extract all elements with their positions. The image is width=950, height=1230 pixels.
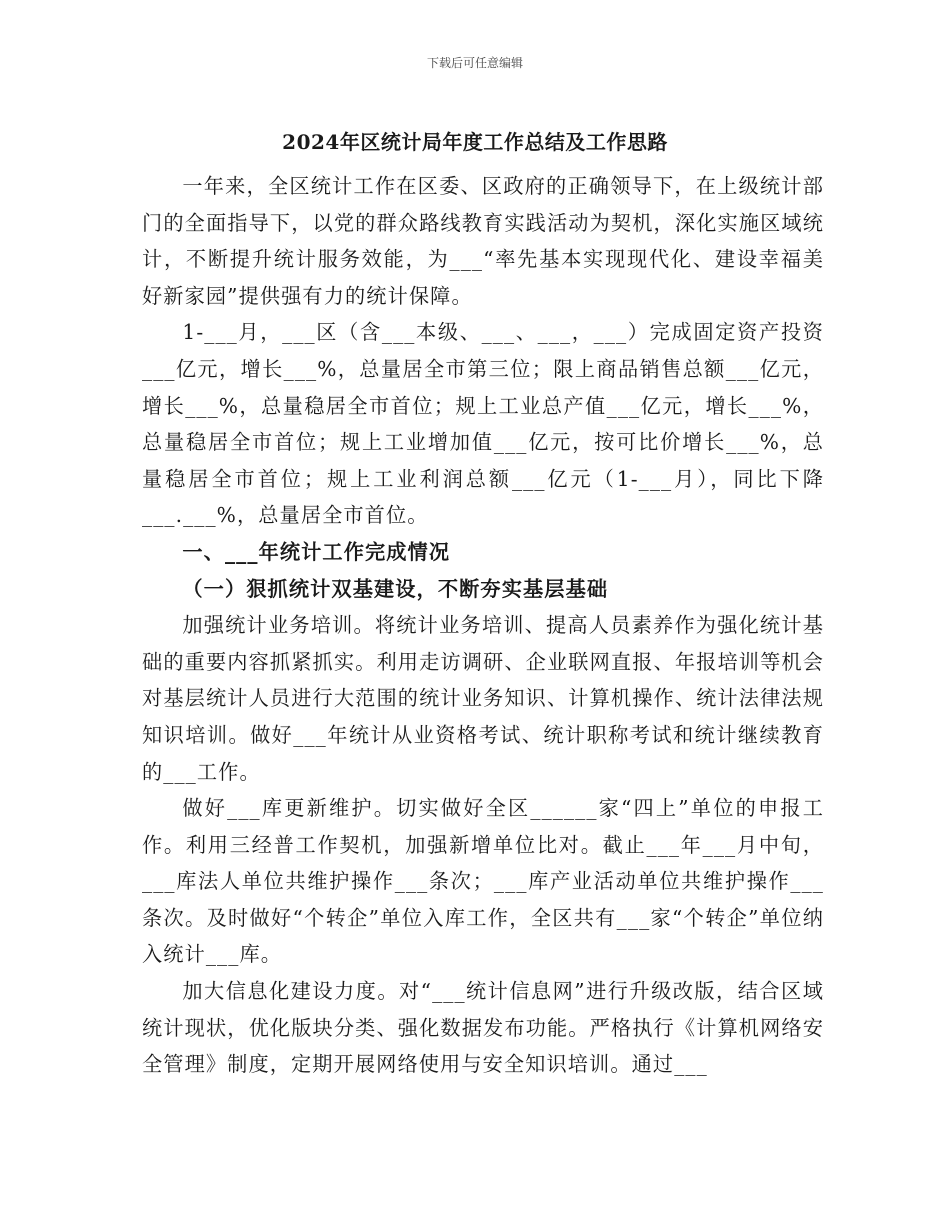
summary-paragraph: 1-___月，___区（含___本级、___、___，___）完成固定资产投资___亿元，增长___%，总量居全市第三位；限上商品销售总额___亿元，增长___%，总量稳居全市首位；规上工业总产值___亿元，增长___%，总量稳居全市首位；规上工业增加值___亿元，按可比价增长___%，总量稳居全市首位；规上工业利润总额___亿元（1-___月），同比下降___.___%，总量居全市首位。	[142, 320, 824, 528]
it-paragraph: 加大信息化建设力度。对“___统计信息网”进行升级改版，结合区域统计现状，优化版块分类、强化数据发布功能。严格执行《计算机网络安全管理》制度，定期开展网络使用与安全知识培训。通过___	[142, 979, 824, 1077]
document-title: 2024年区统计局年度工作总结及工作思路	[282, 130, 668, 154]
database-paragraph: 做好___库更新维护。切实做好全区______家“四上”单位的申报工作。利用三经普工作契机，加强新增单位比对。截止___年___月中旬，___库法人单位共维护操作___条次；___库产业活动单位共维护操作___条次。及时做好“个转企”单位入库工作，全区共有___家“个转企”单位纳入统计___库。	[142, 796, 824, 967]
document-body	[142, 168, 824, 1083]
section-heading: 一、___年统计工作完成情况	[182, 539, 451, 564]
subsection-heading: （一）狠抓统计双基建设，不断夯实基层基础	[182, 576, 609, 601]
training-paragraph: 加强统计业务培训。将统计业务培训、提高人员素养作为强化统计基础的重要内容抓紧抓实。利用走访调研、企业联网直报、年报培训等机会对基层统计人员进行大范围的统计业务知识、计算机操作、统计法律法规知识培训。做好___年统计从业资格考试、统计职称考试和统计继续教育的___工作。	[142, 613, 824, 784]
header-note: 下载后可任意编辑	[426, 56, 523, 70]
intro-paragraph: 一年来，全区统计工作在区委、区政府的正确领导下，在上级统计部门的全面指导下，以党的群众路线教育实践活动为契机，深化实施区域统计，不断提升统计服务效能，为___“率先基本实现现代化、建设幸福美好新家园”提供强有力的统计保障。	[142, 174, 824, 308]
